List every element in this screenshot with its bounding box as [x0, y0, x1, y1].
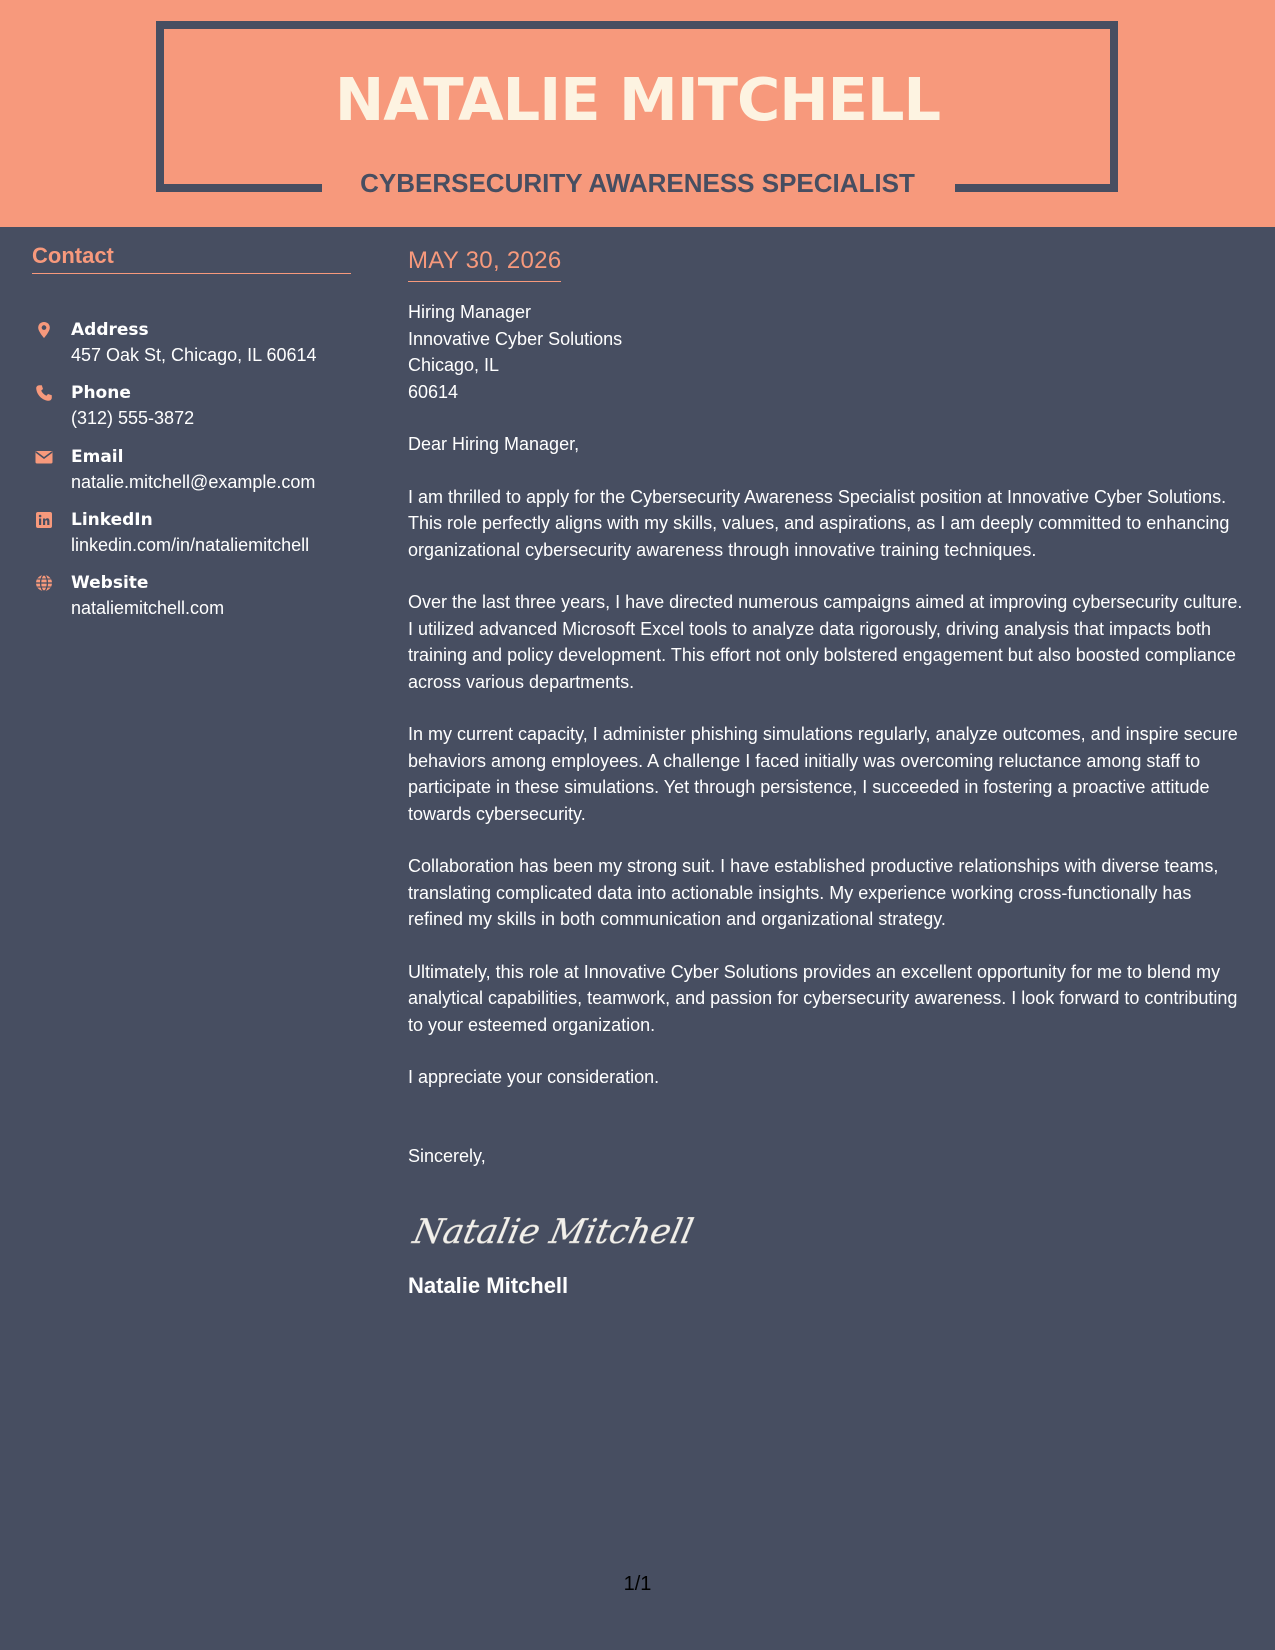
recipient-block — [408, 299, 1248, 405]
contact-label-phone: Phone — [71, 383, 131, 403]
handwritten-signature — [408, 1203, 1248, 1257]
signer-name: Natalie Mitchell — [408, 1273, 569, 1298]
contact-item-website — [32, 571, 362, 623]
contact-item-email — [32, 445, 362, 497]
contact-value-address: 457 Oak St, Chicago, IL 60614 — [71, 345, 317, 365]
letter-date: MAY 30, 2026 — [408, 244, 561, 282]
signature-text: Natalie Mitchell — [409, 1212, 697, 1252]
contact-sidebar — [32, 240, 351, 618]
frame-top-border — [156, 21, 1118, 29]
contact-label-linkedin: LinkedIn — [71, 510, 153, 530]
contact-heading: Contact — [32, 240, 351, 274]
contact-value-website[interactable]: nataliemitchell.com — [71, 598, 225, 618]
contact-item-address — [32, 318, 362, 370]
page-number: 1/1 — [623, 1573, 652, 1595]
contact-label-email: Email — [71, 447, 124, 467]
recipient-company: Innovative Cyber Solutions — [408, 328, 623, 349]
contact-item-linkedin — [32, 508, 362, 560]
contact-label-address: Address — [71, 320, 149, 340]
recipient-city: Chicago, IL — [408, 355, 500, 375]
contact-label-website: Website — [71, 573, 149, 593]
phone-icon — [35, 384, 53, 402]
envelope-icon — [35, 448, 53, 466]
contact-value-email[interactable]: natalie.mitchell@example.com — [71, 472, 316, 492]
map-pin-icon — [35, 321, 53, 339]
paragraph-intro: I am thrilled to apply for the Cybersecurity Awareness Specialist position at Innovative Cyber Solutions. This role perfectly aligns with my skills, values, and aspirations, as I am deeply committed to enhancing organizational cybersecurity awareness through innovative training techniques. — [408, 486, 1230, 560]
job-title: CYBERSECURITY AWARENESS SPECIALIST — [360, 168, 915, 198]
salutation: Dear Hiring Manager, — [408, 434, 580, 454]
paragraph-conclusion: Ultimately, this role at Innovative Cyber Solutions provides an excellent opportunity for me to blend my analytical capabilities, teamwork, and passion for cybersecurity awareness. I look forward to contributing to your esteemed organization. — [408, 961, 1238, 1035]
recipient-name: Hiring Manager — [408, 302, 532, 322]
paragraph-thanks: I appreciate your consideration. — [408, 1067, 660, 1087]
contact-value-linkedin[interactable]: linkedin.com/in/nataliemitchell — [71, 535, 310, 555]
letter-body — [408, 244, 1248, 1301]
header-banner — [0, 0, 1275, 227]
contact-item-phone — [32, 381, 362, 433]
paragraph-current-role: In my current capacity, I administer phishing simulations regularly, analyze outcomes, and inspire secure behaviors among employees. A challenge I faced initially was overcoming reluctance among staff to participate in these simulations. Yet through persistence, I succeeded in fostering a proactive attitude towards cybersecurity. — [408, 724, 1238, 824]
globe-icon — [35, 574, 53, 592]
applicant-name: NATALIE MITCHELL — [334, 65, 941, 134]
closing: Sincerely, — [408, 1145, 486, 1166]
recipient-zip: 60614 — [408, 381, 459, 402]
paragraph-collaboration: Collaboration has been my strong suit. I have established productive relationships with diverse teams, translating complicated data into actionable insights. My experience working cross-functionally has refined my skills in both communication and organizational strategy. — [408, 856, 1219, 929]
paragraph-experience: Over the last three years, I have directed numerous campaigns aimed at improving cybersecurity culture. I utilized advanced Microsoft Excel tools to analyze data rigorously, driving analysis that impacts both training and policy development. This effort not only bolstered engagement but also boosted compliance across various departments. — [408, 592, 1243, 692]
linkedin-icon — [35, 511, 53, 529]
contact-value-phone: (312) 555-3872 — [71, 408, 195, 428]
